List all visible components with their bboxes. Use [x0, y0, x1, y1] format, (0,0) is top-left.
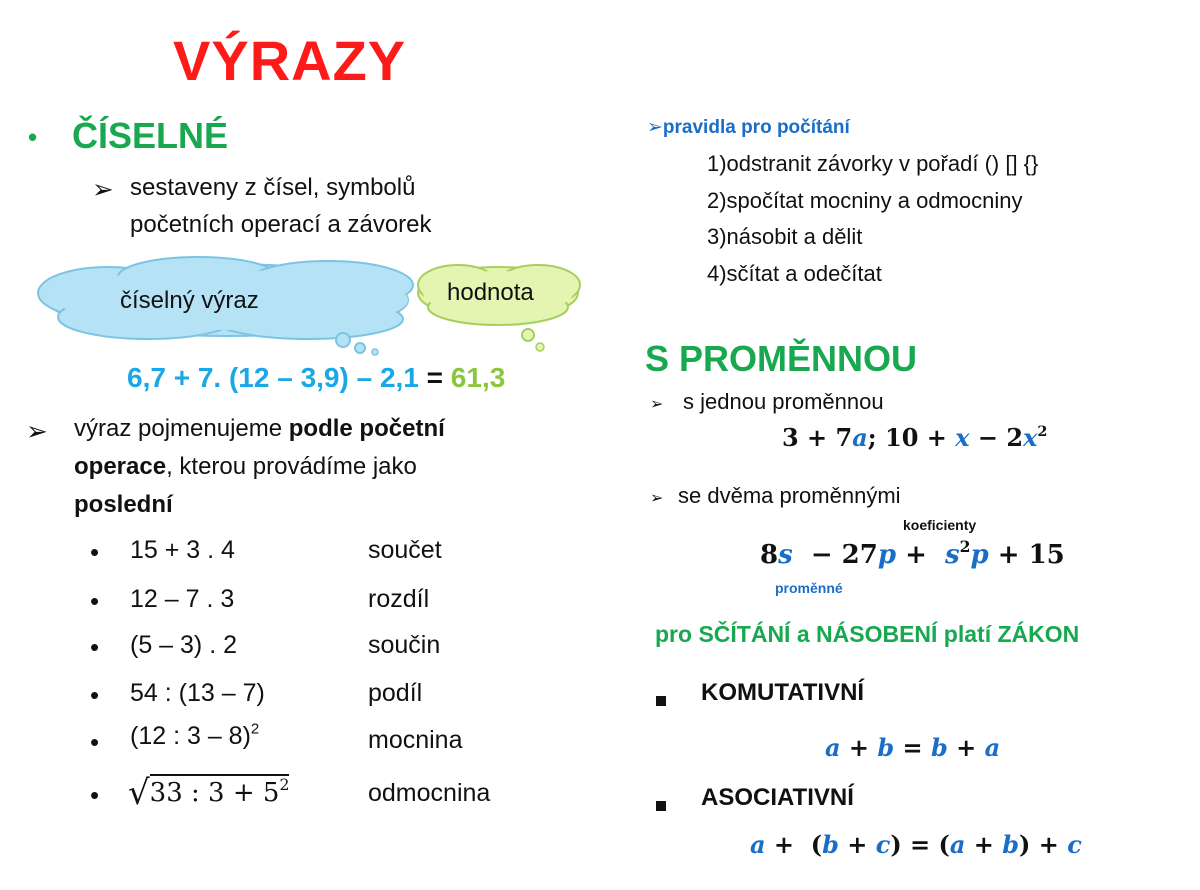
row-operation-name: součin — [368, 631, 441, 659]
page-title: VÝRAZY — [173, 29, 407, 92]
radicand-exponent: 2 — [279, 776, 290, 795]
naming-text-bold: poslední — [74, 491, 173, 518]
arrow-bullet-icon: ➢ — [647, 117, 663, 138]
cloud-label-value: hodnota — [447, 279, 534, 306]
law-commutative: KOMUTATIVNÍ — [701, 679, 865, 706]
one-variable-formula: 3 + 7a; $10 + x - 2x^2$ — [782, 422, 1048, 452]
square-bullet-icon — [656, 798, 666, 816]
list-bullet: • — [90, 632, 100, 662]
arrow-bullet-icon: ➢ — [92, 174, 114, 204]
equation-value: 61,3 — [450, 362, 506, 393]
power-base: (12 : 3 – 8) — [130, 722, 251, 750]
numeric-desc-line2: početních operací a závorek — [130, 211, 432, 238]
rule-item: 4)sčítat a odečítat — [707, 260, 882, 286]
list-bullet: • — [90, 586, 100, 616]
thought-clouds — [28, 255, 598, 365]
row-expression: 15 + 3 . 4 — [130, 536, 235, 564]
bullet-dot-icon: • — [28, 122, 38, 152]
two-variable-formula: $8s - 27p + s^2p + 15$ — [760, 537, 1065, 570]
equation-equals: = — [426, 362, 444, 393]
cloud-shape-value — [418, 265, 580, 351]
two-variable-label: se dvěma proměnnými — [678, 483, 901, 508]
law-associative: ASOCIATIVNÍ — [701, 784, 854, 811]
power-exponent: 2 — [250, 720, 260, 738]
naming-text-part: , kterou provádíme jako — [166, 453, 417, 480]
list-bullet: • — [90, 680, 100, 710]
row-expression: 54 : (13 – 7) — [130, 679, 265, 707]
square-root-icon: √ — [128, 773, 150, 813]
rule-item: 2)spočítat mocniny a odmocniny — [707, 187, 1023, 213]
cloud-label-expression: číselný výraz — [120, 287, 259, 314]
coefficients-label: koeficienty — [903, 517, 977, 533]
row-operation-name: součet — [368, 536, 442, 564]
section-heading-variable: S PROMĚNNOU — [645, 338, 918, 379]
arrow-bullet-icon: ➢ — [650, 490, 664, 507]
rule-item: 3)násobit a dělit — [707, 224, 863, 249]
row-operation-name: mocnina — [368, 726, 463, 754]
numeric-example-equation — [127, 362, 505, 394]
row-operation-name: rozdíl — [368, 585, 430, 613]
list-bullet: • — [90, 537, 100, 567]
arrow-bullet-icon: ➢ — [26, 416, 48, 446]
naming-text-part: výraz pojmenujeme — [74, 415, 289, 442]
row-expression-root — [128, 770, 290, 813]
arrow-bullet-icon: ➢ — [650, 396, 664, 413]
naming-text-bold: operace — [74, 453, 167, 480]
list-bullet: • — [90, 727, 100, 757]
rules-list — [707, 146, 1038, 292]
row-expression: 12 – 7 . 3 — [130, 585, 235, 613]
row-operation-name: podíl — [368, 679, 423, 707]
one-variable-label: s jednou proměnnou — [683, 389, 884, 414]
radicand — [150, 774, 290, 808]
row-expression: (5 – 3) . 2 — [130, 631, 237, 659]
associative-formula: a + (b + c) = (a + b) + c — [750, 830, 1082, 859]
numeric-desc-line1: sestaveny z čísel, symbolů — [130, 174, 416, 201]
row-expression-power — [130, 722, 259, 751]
commutative-formula: a + b = b + a — [825, 733, 1001, 762]
naming-rule-text — [74, 410, 554, 524]
radicand-text: 33 : 3 + 5 — [149, 778, 280, 808]
rule-item: 1)odstranit závorky v pořadí () [] {} — [707, 151, 1039, 176]
variables-label: proměnné — [775, 580, 843, 596]
law-heading: pro SČÍTÁNÍ a NÁSOBENÍ platí ZÁKON — [655, 621, 1080, 647]
square-bullet-icon — [656, 693, 666, 711]
list-bullet: • — [90, 780, 100, 810]
equation-expression: 6,7 + 7. (12 – 3,9) – 2,1 — [127, 362, 419, 393]
row-operation-name: odmocnina — [368, 779, 491, 807]
rules-heading: ➢pravidla pro počítání — [647, 117, 850, 138]
section-heading-numeric: ČÍSELNÉ — [72, 115, 229, 156]
naming-text-bold: podle početní — [288, 415, 445, 442]
